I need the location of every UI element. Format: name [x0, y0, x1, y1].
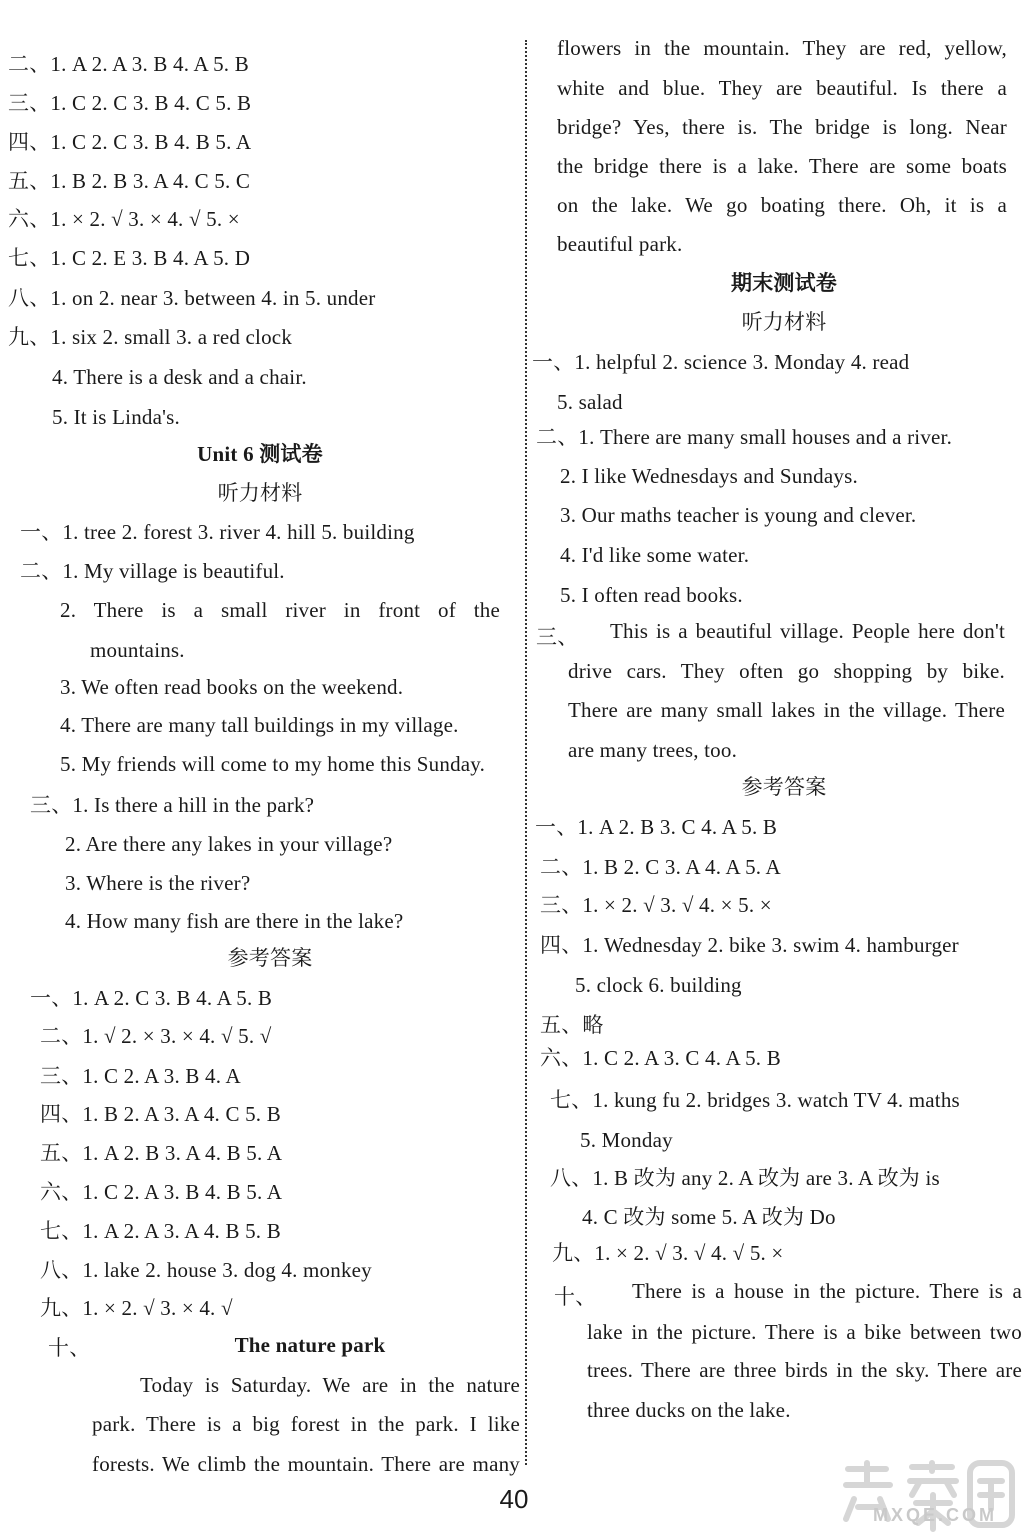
subheading-answers: 参考答案 [741, 775, 827, 799]
subheading-listening: 听力材料 [217, 481, 303, 505]
answer-line: 八、1. lake 2. house 3. dog 4. monkey [40, 1258, 372, 1282]
answer-line: 五、略 [540, 1013, 604, 1037]
answer-line: 3. We often read books on the weekend. [60, 675, 404, 699]
answer-line: 二、1. B 2. C 3. A 4. A 5. A [540, 855, 781, 879]
answer-line: 2. There is a small river in front of the [60, 598, 500, 622]
answer-line: 5. My friends will come to my home this Sunday. [60, 752, 486, 776]
essay-line: flowers in the mountain. They are red, yellow, [557, 36, 1007, 60]
subheading-answers: 参考答案 [227, 946, 313, 970]
answer-line: 二、1. √ 2. × 3. × 4. √ 5. √ [40, 1024, 272, 1048]
answer-line: 五、1. A 2. B 3. A 4. B 5. A [40, 1141, 283, 1165]
section-heading-final-test: 期末测试卷 [731, 271, 837, 295]
essay-line: forests. We climb the mountain. There are many [92, 1452, 520, 1476]
answer-line: 一、1. tree 2. forest 3. river 4. hill 5. building [20, 520, 415, 544]
answer-line: 三、1. C 2. A 3. B 4. A [40, 1064, 241, 1088]
answer-line: 2. I like Wednesdays and Sundays. [560, 464, 858, 488]
answer-line: 六、1. C 2. A 3. B 4. B 5. A [40, 1180, 283, 1204]
answer-line: 四、1. B 2. A 3. A 4. C 5. B [40, 1102, 281, 1126]
essay-line: park. There is a big forest in the park. I like [92, 1412, 520, 1436]
answer-line: 一、1. A 2. B 3. C 4. A 5. B [535, 815, 778, 839]
essay-line: trees. There are three birds in the sky. There are [587, 1358, 1022, 1382]
essay-line: This is a beautiful village. People here don't [610, 619, 1005, 643]
answer-line: 5. salad [557, 390, 623, 414]
answer-line: 4. C 改为 some 5. A 改为 Do [582, 1205, 836, 1229]
answer-line: 九、1. × 2. √ 3. √ 4. √ 5. × [552, 1241, 784, 1265]
answer-line: 七、1. C 2. E 3. B 4. A 5. D [8, 246, 251, 270]
answer-line: 4. There are many tall buildings in my village. [60, 713, 459, 737]
answer-line: 三、1. × 2. √ 3. √ 4. × 5. × [540, 893, 772, 917]
answer-line: 4. There is a desk and a chair. [52, 365, 307, 389]
answer-line: 六、1. C 2. A 3. C 4. A 5. B [540, 1046, 781, 1070]
answer-line: 5. It is Linda's. [52, 405, 180, 429]
answer-line: 八、1. B 改为 any 2. A 改为 are 3. A 改为 is [550, 1166, 940, 1190]
essay-line: on the lake. We go boating there. Oh, it is a [557, 193, 1007, 217]
answer-line: 2. Are there any lakes in your village? [65, 832, 393, 856]
answer-line: 4. How many fish are there in the lake? [65, 909, 404, 933]
essay-line: three ducks on the lake. [587, 1398, 791, 1422]
watermark-site: MXQE.COM [872, 1505, 997, 1525]
answer-line: 四、1. Wednesday 2. bike 3. swim 4. hamburger [540, 933, 959, 957]
answer-line: 三、 [536, 625, 579, 649]
essay-line: bridge? Yes, there is. The bridge is long. Near [557, 115, 1007, 139]
essay-title: The nature park [234, 1333, 386, 1357]
answer-line: 二、1. A 2. A 3. B 4. A 5. B [8, 52, 249, 76]
answer-line: 二、1. There are many small houses and a river. [536, 425, 953, 449]
answer-line: 三、1. Is there a hill in the park? [30, 793, 315, 817]
answer-line: 十、 [48, 1336, 91, 1360]
essay-line: There are many small lakes in the village. There [568, 698, 1005, 722]
section-heading-unit6: Unit 6 测试卷 [197, 442, 323, 466]
essay-line: are many trees, too. [568, 738, 738, 762]
answer-line: 十、 [554, 1285, 597, 1309]
essay-line: Today is Saturday. We are in the nature [140, 1373, 520, 1397]
answer-line: 二、1. My village is beautiful. [20, 559, 285, 583]
answer-line: 一、1. helpful 2. science 3. Monday 4. read [532, 350, 910, 374]
answer-line: 九、1. six 2. small 3. a red clock [8, 325, 293, 349]
answer-line: 五、1. B 2. B 3. A 4. C 5. C [8, 169, 251, 193]
column-divider [525, 40, 527, 1465]
essay-line: drive cars. They often go shopping by bike. [568, 659, 1005, 683]
essay-line: beautiful park. [557, 232, 683, 256]
subheading-listening: 听力材料 [741, 310, 827, 334]
answer-line: 四、1. C 2. C 3. B 4. B 5. A [8, 130, 252, 154]
essay-line: There is a house in the picture. There is a [632, 1279, 1022, 1303]
answer-line: 4. I'd like some water. [560, 543, 750, 567]
answer-line: 八、1. on 2. near 3. between 4. in 5. under [8, 286, 376, 310]
answer-line: 三、1. C 2. C 3. B 4. C 5. B [8, 91, 252, 115]
page-number: 40 [499, 1484, 529, 1514]
answer-line: 七、1. kung fu 2. bridges 3. watch TV 4. maths [550, 1088, 960, 1112]
answer-line: 一、1. A 2. C 3. B 4. A 5. B [30, 986, 273, 1010]
answer-line: 九、1. × 2. √ 3. × 4. √ [40, 1296, 233, 1320]
answer-line: 5. Monday [580, 1128, 673, 1152]
answer-line: 5. I often read books. [560, 583, 743, 607]
answer-line: 七、1. A 2. A 3. A 4. B 5. B [40, 1219, 281, 1243]
answer-line: mountains. [90, 638, 185, 662]
essay-line: lake in the picture. There is a bike between two [587, 1320, 1022, 1344]
answer-line: 3. Our maths teacher is young and clever. [560, 503, 917, 527]
answer-line: 六、1. × 2. √ 3. × 4. √ 5. × [8, 207, 240, 231]
answer-line: 5. clock 6. building [575, 973, 742, 997]
essay-line: the bridge there is a lake. There are some boats [557, 154, 1007, 178]
answer-line: 3. Where is the river? [65, 871, 251, 895]
essay-line: white and blue. They are beautiful. Is there a [557, 76, 1007, 100]
